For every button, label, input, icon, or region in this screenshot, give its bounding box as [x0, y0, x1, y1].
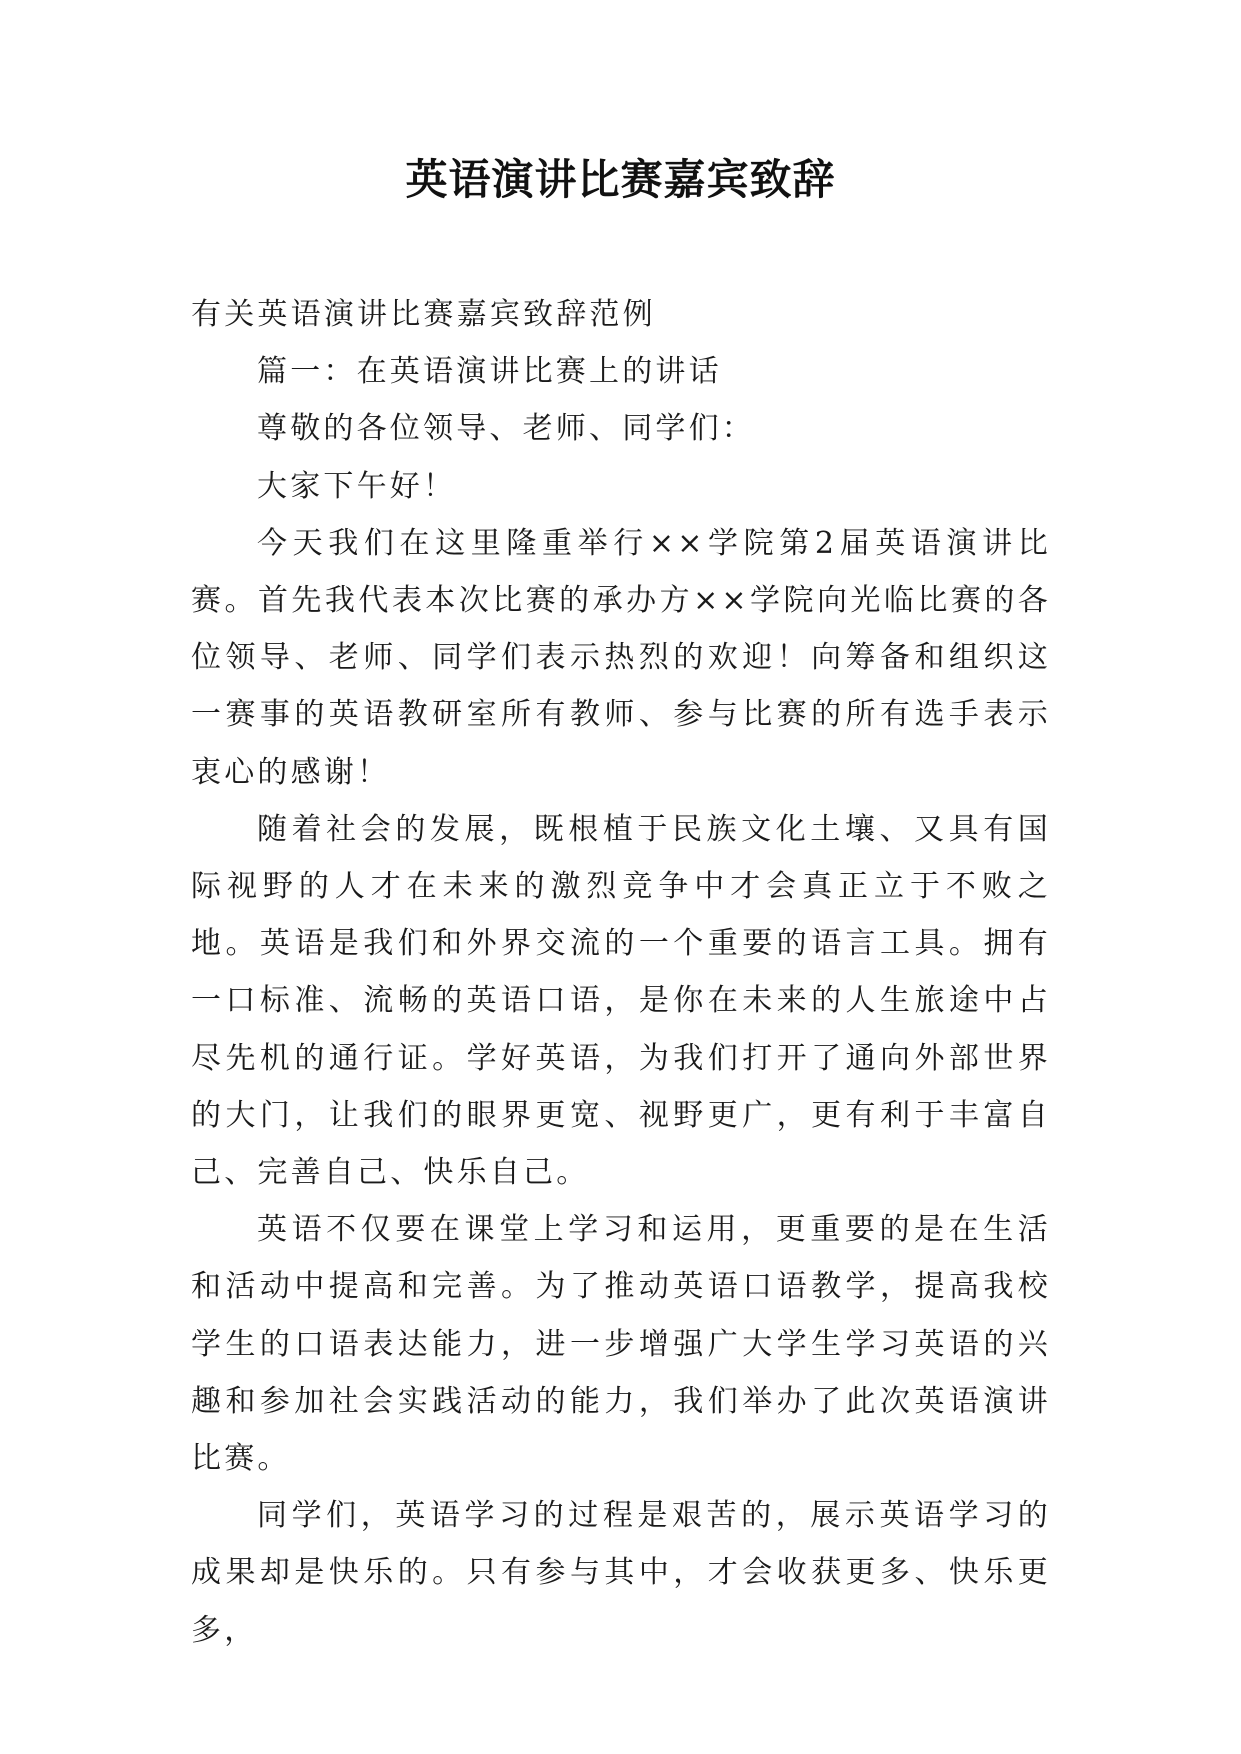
subtitle-paragraph: 有关英语演讲比赛嘉宾致辞范例 [191, 297, 656, 332]
body-paragraph: 今天我们在这里隆重举行××学院第2届英语演讲比赛。首先我代表本次比赛的承办方××学院向光临比赛的各位领导、老师、同学们表示热烈的欢迎！向筹备和组织这一赛事的英语教研室所有教师、参与比赛的所有选手表示衷心的感谢！ [191, 525, 1051, 790]
document-body [191, 286, 1051, 1659]
body-paragraph: 英语不仅要在课堂上学习和运用，更重要的是在生活和活动中提高和完善。为了推动英语口语教学，提高我校学生的口语表达能力，进一步增强广大学生学习英语的兴趣和参加社会实践活动的能力，我们举办了此次英语演讲比赛。 [191, 1212, 1051, 1477]
section-heading: 篇一：在英语演讲比赛上的讲话 [257, 354, 722, 390]
salutation: 尊敬的各位领导、老师、同学们： [257, 411, 755, 447]
document-title: 英语演讲比赛嘉宾致辞 [405, 155, 836, 204]
body-paragraph: 同学们，英语学习的过程是艰苦的，展示英语学习的成果却是快乐的。只有参与其中，才会收获更多、快乐更多， [191, 1498, 1051, 1648]
greeting: 大家下午好！ [257, 468, 457, 504]
body-paragraph: 随着社会的发展，既根植于民族文化土壤、又具有国际视野的人才在未来的激烈竞争中才会真正立于不败之地。英语是我们和外界交流的一个重要的语言工具。拥有一口标准、流畅的英语口语，是你在未来的人生旅途中占尽先机的通行证。学好英语，为我们打开了通向外部世界的大门，让我们的眼界更宽、视野更广，更有利于丰富自己、完善自己、快乐自己。 [191, 811, 1051, 1191]
